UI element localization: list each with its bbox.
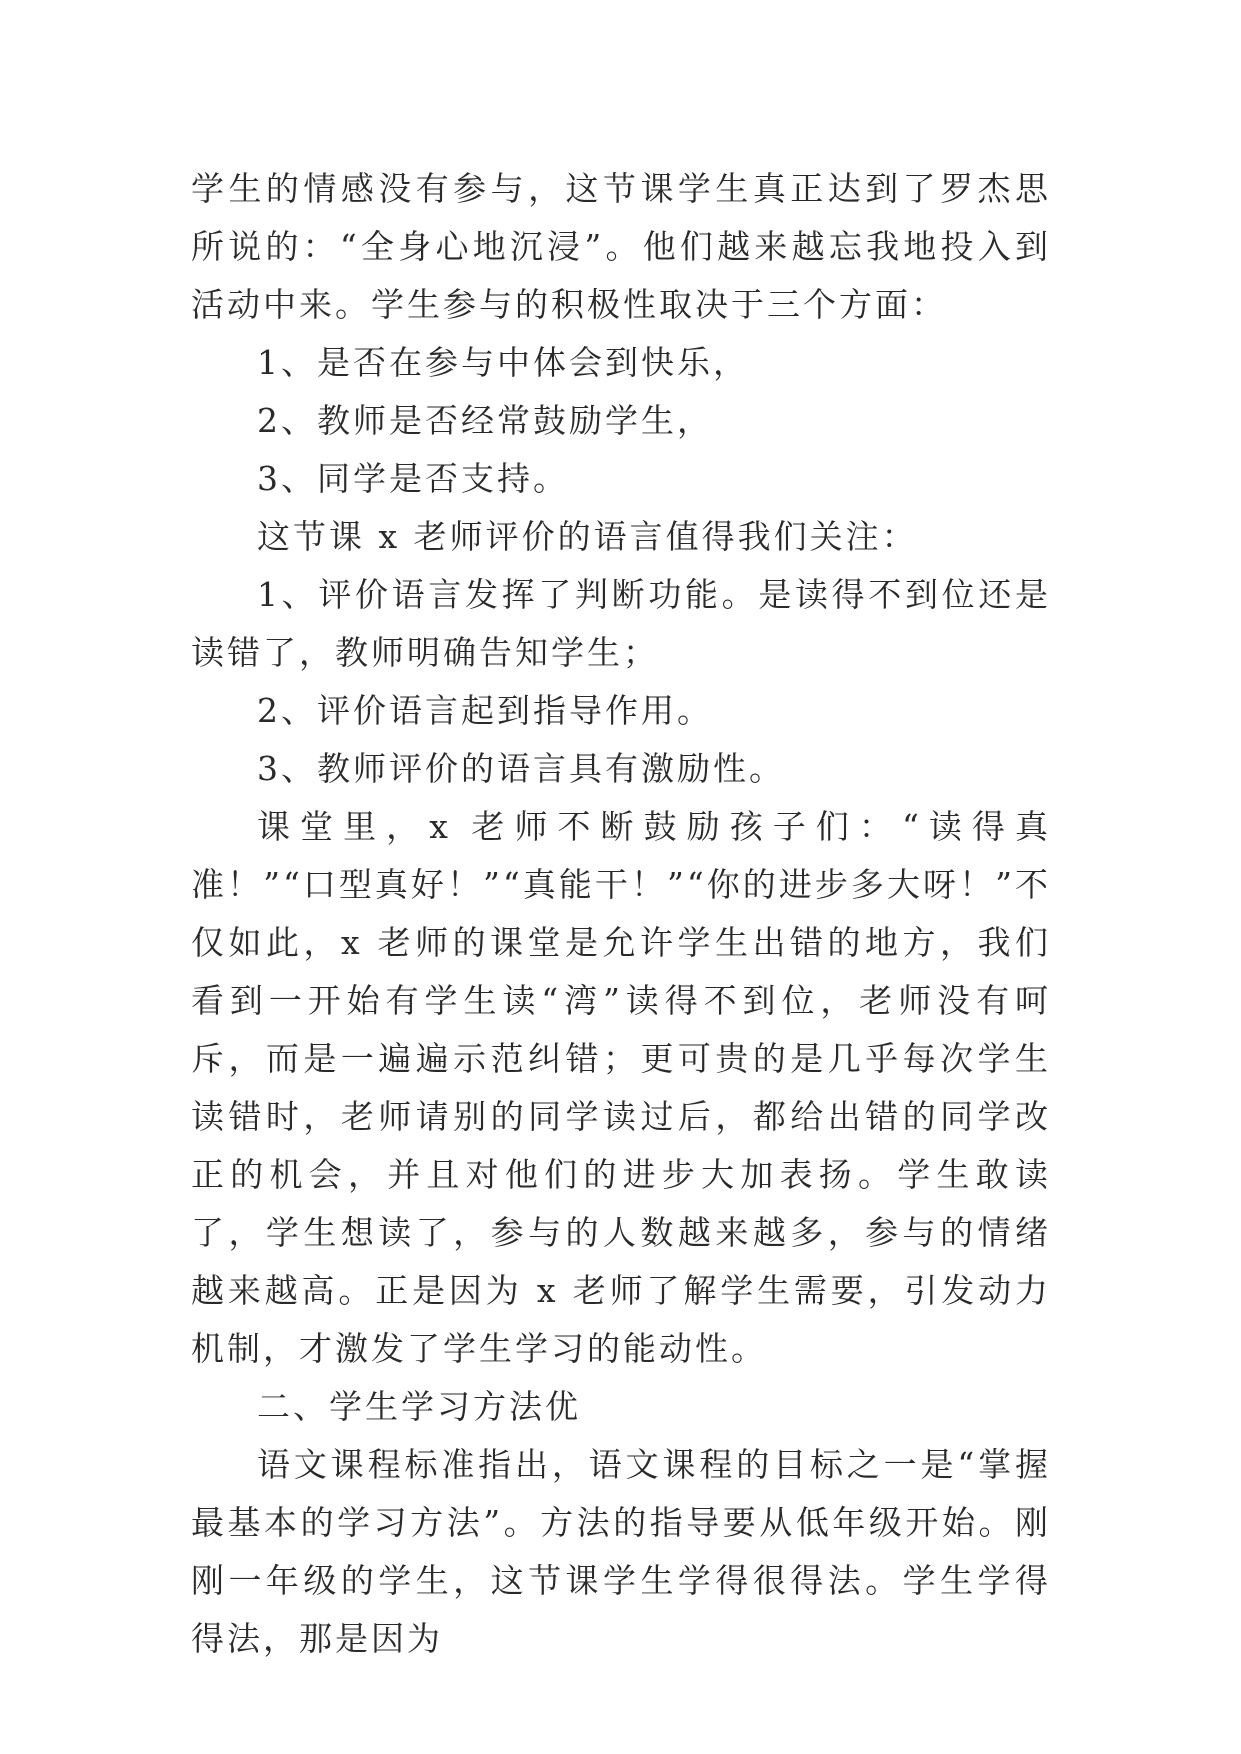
paragraph-8: 3、教师评价的语言具有激励性。 [257, 749, 785, 788]
paragraph-1: 学生的情感没有参与，这节课学生真正达到了罗杰思所说的：“全身心地沉浸”。他们越来越忘我地投入到活动中来。学生参与的积极性取决于三个方面： [191, 169, 1051, 324]
paragraph-3: 2、教师是否经常鼓励学生， [257, 401, 713, 440]
paragraph-9: 课堂里，x 老师不断鼓励孩子们：“读得真准！”“口型真好！”“真能干！”“你的进步多大呀！”不仅如此，x 老师的课堂是允许学生出错的地方，我们看到一开始有学生读“湾”读得不到位，老师没有呵斥，而是一遍遍示范纠错；更可贵的是几乎每次学生读错时，老师请别的同学读过后，都给出错的同学改正的机会，并且对他们的进步大加表扬。学生敢读了，学生想读了，参与的人数越来越多，参与的情绪越来越高。正是因为 x 老师了解学生需要，引发动力机制，才激发了学生学习的能动性。 [191, 807, 1051, 1368]
paragraph-6: 1、评价语言发挥了判断功能。是读得不到位还是读错了，教师明确告知学生； [191, 575, 1051, 672]
paragraph-7: 2、评价语言起到指导作用。 [257, 691, 713, 730]
paragraph-2: 1、是否在参与中体会到快乐， [257, 343, 749, 382]
section-heading: 二、学生学习方法优 [257, 1387, 581, 1426]
paragraph-10: 语文课程标准指出，语文课程的目标之一是“掌握最基本的学习方法”。方法的指导要从低年级开始。刚刚一年级的学生，这节课学生学得很得法。学生学得得法，那是因为 [191, 1445, 1051, 1658]
paragraph-4: 3、同学是否支持。 [257, 459, 569, 498]
document-body [191, 160, 1051, 1668]
paragraph-5: 这节课 x 老师评价的语言值得我们关注： [257, 517, 918, 556]
